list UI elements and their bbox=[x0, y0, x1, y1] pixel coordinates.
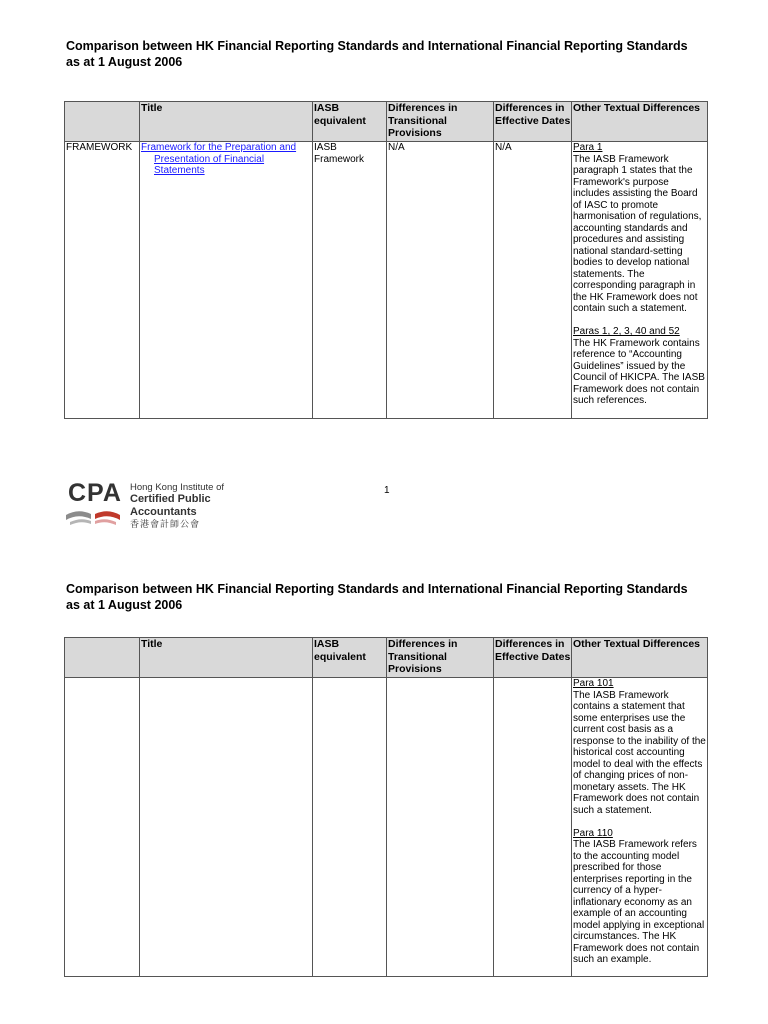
title-subline: as at 1 August 2006 bbox=[66, 55, 183, 69]
header-effective-dates: Differences in Effective Dates bbox=[494, 638, 572, 678]
comparison-table bbox=[64, 101, 708, 419]
hkicpa-logo bbox=[64, 478, 279, 529]
header-iasb-equivalent: IASB equivalent bbox=[313, 102, 387, 142]
para-text: The HK Framework contains reference to “Accounting Guidelines” issued by the Council of HKICPA. The IASB Framework does not contain such references. bbox=[573, 337, 705, 406]
section-cell bbox=[65, 678, 140, 977]
table-row bbox=[65, 678, 708, 977]
transitional-cell bbox=[387, 678, 494, 977]
logo-wordmark: CPA bbox=[68, 479, 122, 507]
para-block bbox=[573, 828, 707, 966]
header-textual-differences: Other Textual Differences bbox=[572, 638, 708, 678]
iasb-cell: IASB Framework bbox=[313, 142, 387, 419]
para-block bbox=[573, 142, 707, 315]
header-transitional: Differences in Transitional Provisions bbox=[387, 638, 494, 678]
table-row bbox=[65, 142, 708, 419]
para-heading: Para 110 bbox=[573, 827, 613, 839]
effective-cell bbox=[494, 678, 572, 977]
title-subline: as at 1 August 2006 bbox=[66, 598, 183, 612]
para-heading: Paras 1, 2, 3, 40 and 52 bbox=[573, 326, 680, 337]
section-cell: FRAMEWORK bbox=[65, 142, 140, 419]
header-section bbox=[65, 638, 140, 678]
header-iasb-equivalent: IASB equivalent bbox=[313, 638, 387, 678]
para-heading: Para 1 bbox=[573, 142, 603, 153]
para-block bbox=[573, 326, 707, 407]
table-header-row bbox=[65, 102, 708, 142]
table-header-row bbox=[65, 638, 708, 678]
header-title: Title bbox=[140, 102, 313, 142]
para-text: The IASB Framework contains a statement that some enterprises use the current cost basis as a response to the inability of the historical cost accounting model to deal with the effects of changing prices of non-monetary assets. The HK Framework does not contain such a statement. bbox=[573, 689, 706, 816]
document-title bbox=[66, 581, 726, 613]
comparison-table bbox=[64, 637, 708, 977]
logo-line2: Certified Public Accountants bbox=[130, 493, 211, 518]
header-effective-dates: Differences in Effective Dates bbox=[494, 102, 572, 142]
title-cell bbox=[140, 142, 313, 419]
header-section bbox=[65, 102, 140, 142]
textual-cell bbox=[572, 678, 708, 977]
header-title: Title bbox=[140, 638, 313, 678]
document-title bbox=[66, 38, 726, 70]
title-line: Comparison between HK Financial Reporting Standards and International Financial Reporting Standards bbox=[66, 39, 688, 53]
logo-line3: 香港會計師公會 bbox=[130, 519, 201, 529]
title-cell bbox=[140, 678, 313, 977]
para-text: The IASB Framework refers to the accounting model prescribed for those enterprises reporting in the currency of a hyper-inflationary economy as an example of an accounting model applying in exceptional circumstances. The HK Framework does not contain such an example. bbox=[573, 839, 705, 965]
para-block bbox=[573, 678, 707, 816]
transitional-cell: N/A bbox=[387, 142, 494, 419]
iasb-cell bbox=[313, 678, 387, 977]
para-heading: Para 101 bbox=[573, 678, 614, 689]
para-text: The IASB Framework paragraph 1 states that the Framework's purpose includes assisting the Board of IASC to promote harmonisation of regulations, accounting standards and procedures and assisting national standard-setting bodies to develop national statements. The corresponding paragraph in the HK Framework does not contain such a statement. bbox=[573, 153, 702, 314]
textual-cell bbox=[572, 142, 708, 419]
title-line: Comparison between HK Financial Reporting Standards and International Financial Reporting Standards bbox=[66, 582, 688, 596]
logo-text bbox=[130, 482, 279, 530]
header-transitional: Differences in Transitional Provisions bbox=[387, 102, 494, 142]
effective-cell: N/A bbox=[494, 142, 572, 419]
framework-link[interactable]: Framework for the Preparation and Presentation of Financial Statements bbox=[141, 142, 297, 176]
header-textual-differences: Other Textual Differences bbox=[572, 102, 708, 142]
logo-line1: Hong Kong Institute of bbox=[130, 482, 225, 493]
page-number: 1 bbox=[384, 485, 390, 496]
